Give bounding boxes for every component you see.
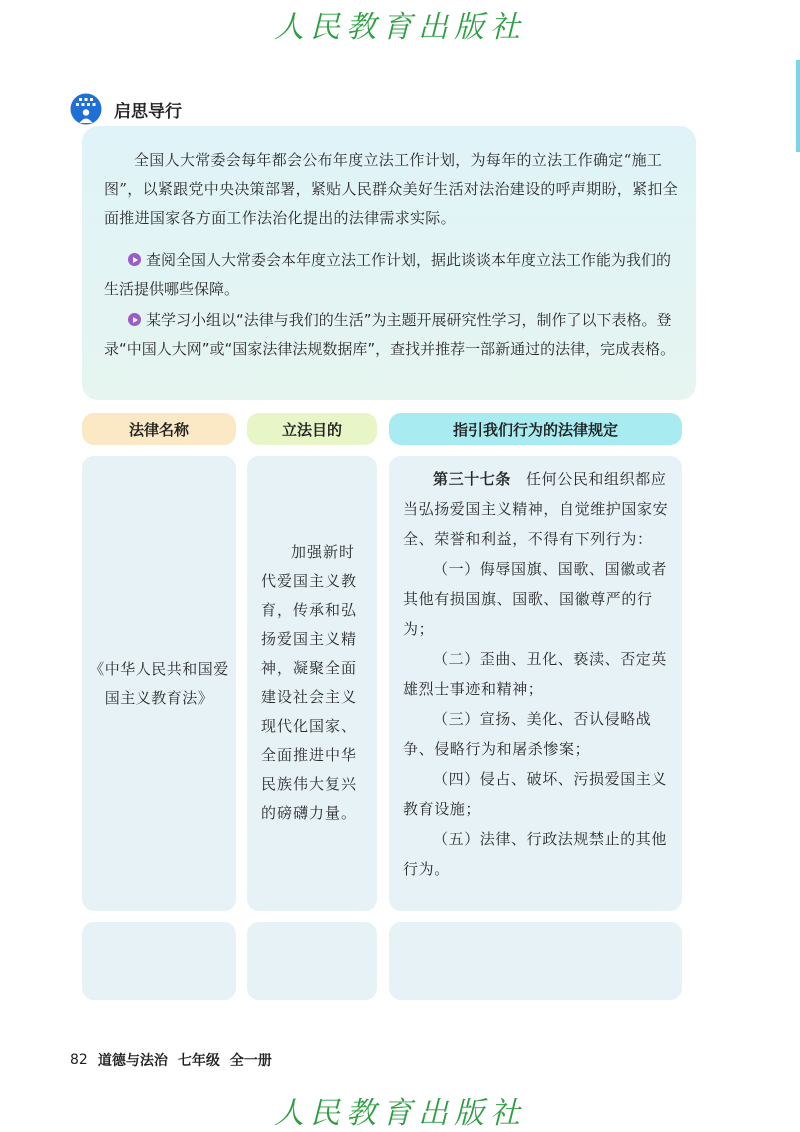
article-number: 第三十七条 (433, 470, 512, 488)
task-text: 查阅全国人大常委会本年度立法工作计划，据此谈谈本年度立法工作能为我们的生活提供哪些保障。 (104, 251, 672, 298)
play-bullet-icon (128, 313, 141, 326)
provision-item: （一）侮辱国旗、国歌、国徽或者其他有损国旗、国歌、国徽尊严的行为； (403, 560, 668, 638)
empty-cell-law-name[interactable] (82, 922, 236, 1000)
article-text: 任何公民和组织都应当弘扬爱国主义精神，自觉维护国家安全、荣誉和利益，不得有下列行为： (403, 470, 669, 548)
provision-item: （四）侵占、破坏、污损爱国主义教育设施； (403, 770, 668, 818)
page-number: 82 (70, 1052, 88, 1068)
provision-item: （三）宣扬、美化、否认侵略战争、侵略行为和屠杀惨案； (403, 710, 652, 758)
footer-subject: 道德与法治 (97, 1053, 168, 1069)
table-cell-law-name (82, 456, 236, 911)
legislative-purpose: 加强新时代爱国主义教育，传承和弘扬爱国主义精神，凝聚全面建设社会主义现代化国家、全面推进中华民族伟大复兴的磅礴力量。 (261, 543, 358, 822)
intro-paragraph: 全国人大常委会每年都会公布年度立法工作计划，为每年的立法工作确定“施工图”，以紧跟党中央决策部署，紧贴人民群众美好生活对法治建设的呼声期盼，紧扣全面推进国家各方面工作法治化提出的法律需求实际。 (104, 151, 679, 227)
empty-cell-provision[interactable] (389, 922, 682, 1000)
provision-item: （二）歪曲、丑化、亵渎、否定英雄烈士事迹和精神； (403, 650, 668, 698)
page-footer (70, 1048, 282, 1072)
table-cell-provision (389, 456, 682, 911)
legal-provision (403, 464, 673, 884)
task-item (104, 306, 680, 364)
publisher-watermark-top: 人民教育出版社 (274, 10, 526, 45)
section-header (70, 92, 182, 126)
lightbulb-person-icon (70, 93, 102, 125)
task-text: 某学习小组以“法律与我们的生活”为主题开展研究性学习，制作了以下表格。登录“中国人大网”或“国家法律法规数据库”，查找并推荐一部新通过的法律，完成表格。 (104, 311, 676, 358)
law-name: 《中华人民共和国爱国主义教育法》 (89, 659, 229, 707)
publisher-watermark-bottom: 人民教育出版社 (274, 1096, 526, 1131)
column-header-provision: 指引我们行为的法律规定 (389, 413, 682, 445)
empty-cell-purpose[interactable] (247, 922, 377, 1000)
column-header-purpose: 立法目的 (247, 413, 377, 445)
page-edge-tab (796, 60, 800, 152)
footer-volume: 全一册 (229, 1053, 272, 1069)
column-header-law-name: 法律名称 (82, 413, 236, 445)
section-title: 启思导行 (114, 101, 182, 122)
footer-grade: 七年级 (177, 1053, 220, 1069)
provision-item: （五）法律、行政法规禁止的其他行为。 (403, 830, 668, 878)
task-item (104, 246, 680, 304)
play-bullet-icon (128, 253, 141, 266)
table-cell-purpose (247, 456, 377, 911)
